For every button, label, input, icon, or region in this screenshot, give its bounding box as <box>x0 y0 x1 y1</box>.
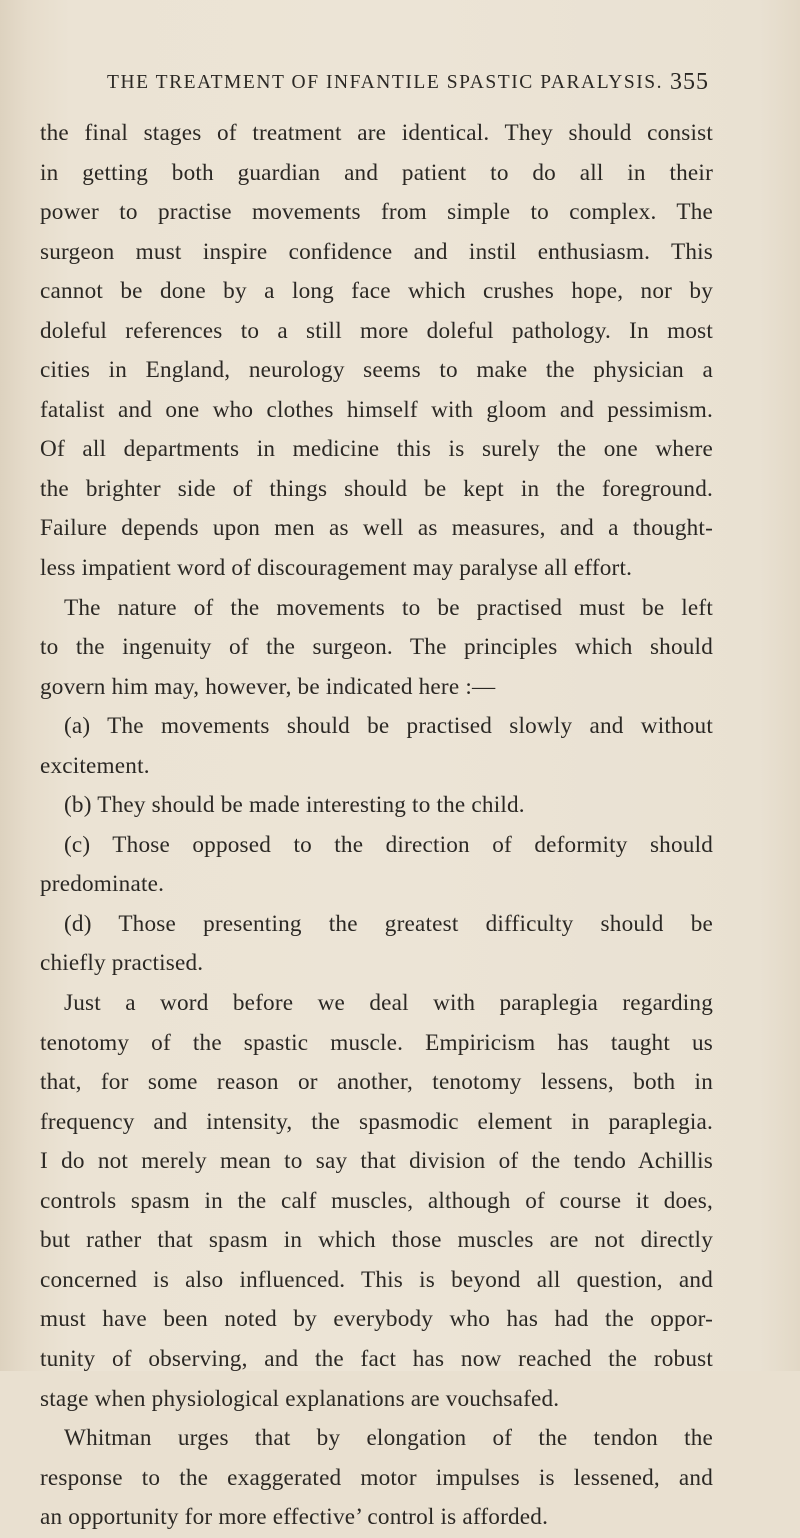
text-line: doleful references to a still more doleful pathology. In most <box>40 317 713 344</box>
text-line: cannot be done by a long face which crushes hope, nor by <box>40 278 713 305</box>
text-line: must have been noted by everybody who has had the oppor- <box>40 1306 713 1333</box>
text-line: tunity of observing, and the fact has now reached the robust <box>40 1345 713 1372</box>
text-line: the brighter side of things should be kept in the foreground. <box>40 475 713 502</box>
text-line: stage when physiological explanations are vouchsafed. <box>40 1385 560 1412</box>
body-text <box>40 114 713 1538</box>
text-line: (c) Those opposed to the direction of deformity should <box>64 831 713 858</box>
text-line: predominate. <box>40 871 165 898</box>
text-line: controls spasm in the calf muscles, although of course it does, <box>40 1187 713 1214</box>
text-line: the final stages of treatment are identical. They should consist <box>40 120 713 146</box>
text-line: cities in England, neurology seems to make the physician a <box>40 357 713 384</box>
text-line: fatalist and one who clothes himself with gloom and pessimism. <box>40 396 713 423</box>
text-line: (b) They should be made interesting to the child. <box>64 792 525 819</box>
text-line: power to practise movements from simple to complex. The <box>40 199 713 226</box>
text-line: but rather that spasm in which those muscles are not directly <box>40 1227 713 1254</box>
text-line: chiefly practised. <box>40 950 204 977</box>
text-line: less impatient word of discouragement may paralyse all effort. <box>40 555 633 582</box>
text-line: surgeon must inspire confidence and instil enthusiasm. This <box>40 238 713 265</box>
text-line: response to the exaggerated motor impulses is lessened, and <box>40 1464 713 1491</box>
text-line: concerned is also influenced. This is beyond all question, and <box>40 1266 713 1293</box>
text-line: govern him may, however, be indicated here :— <box>40 673 496 700</box>
text-line: that, for some reason or another, tenotomy lessens, both in <box>40 1069 713 1096</box>
page-number: 355 <box>670 69 709 95</box>
text-line: tenotomy of the spastic muscle. Empiricism has taught us <box>40 1029 713 1056</box>
running-title: THE TREATMENT OF INFANTILE SPASTIC PARALYSIS. <box>107 72 664 93</box>
text-line: excitement. <box>40 752 150 779</box>
text-line: Failure depends upon men as well as measures, and a thought- <box>40 515 713 542</box>
text-line: (a) The movements should be practised slowly and without <box>64 713 713 740</box>
running-header <box>107 69 709 102</box>
text-line: Of all departments in medicine this is surely the one where <box>40 436 713 463</box>
text-line: in getting both guardian and patient to do all in their <box>40 159 713 186</box>
text-line: I do not merely mean to say that division of the tendo Achillis <box>40 1148 713 1175</box>
text-line: Whitman urges that by elongation of the tendon the <box>64 1425 713 1452</box>
text-line: The nature of the movements to be practised must be left <box>64 594 713 621</box>
text-line: Just a word before we deal with paraplegia regarding <box>64 990 713 1017</box>
text-line: an opportunity for more effective’ control is afforded. <box>40 1504 549 1531</box>
text-line: frequency and intensity, the spasmodic element in paraplegia. <box>40 1108 713 1135</box>
text-line: (d) Those presenting the greatest difficulty should be <box>64 910 713 937</box>
text-line: to the ingenuity of the surgeon. The principles which should <box>40 634 713 661</box>
